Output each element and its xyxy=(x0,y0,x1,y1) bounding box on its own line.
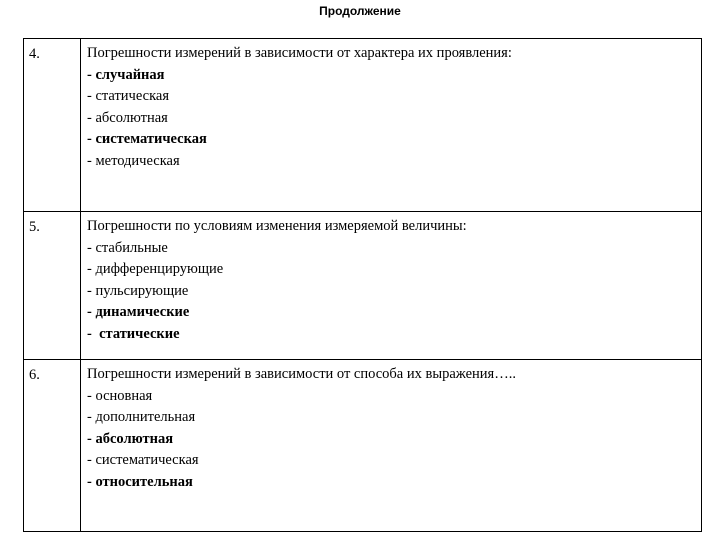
page-title: Продолжение xyxy=(319,4,401,18)
question-number: 5. xyxy=(24,212,81,360)
answer-option: - относительная xyxy=(87,473,193,490)
question-text: Погрешности по условиям изменения измеряемой величины: xyxy=(87,218,467,234)
table-row xyxy=(24,360,702,532)
answer-option: - дифференцирующие xyxy=(87,261,224,278)
table-row xyxy=(24,39,702,212)
answer-option: - статическая xyxy=(87,88,170,105)
answer-option: - абсолютная xyxy=(87,109,168,126)
question-text: Погрешности измерений в зависимости от способа их выражения….. xyxy=(87,366,516,382)
question-cell xyxy=(81,360,702,532)
answer-option: - стабильные xyxy=(87,239,168,256)
answer-option: - систематическая xyxy=(87,452,199,469)
table-row xyxy=(24,212,702,360)
question-number: 6. xyxy=(24,360,81,532)
question-text: Погрешности измерений в зависимости от характера их проявления: xyxy=(87,45,512,61)
question-cell xyxy=(81,39,702,212)
question-number: 4. xyxy=(24,39,81,212)
answer-option: - статические xyxy=(87,325,180,342)
answer-option: - пульсирующие xyxy=(87,282,189,299)
answer-option: - абсолютная xyxy=(87,430,174,447)
answer-option: - систематическая xyxy=(87,131,207,148)
answer-option: - методическая xyxy=(87,152,180,169)
answer-option: - основная xyxy=(87,387,153,404)
answer-option: - динамические xyxy=(87,304,190,321)
answer-option: - случайная xyxy=(87,66,165,83)
questions-table xyxy=(23,38,702,532)
question-cell xyxy=(81,212,702,360)
answer-option: - дополнительная xyxy=(87,409,196,426)
